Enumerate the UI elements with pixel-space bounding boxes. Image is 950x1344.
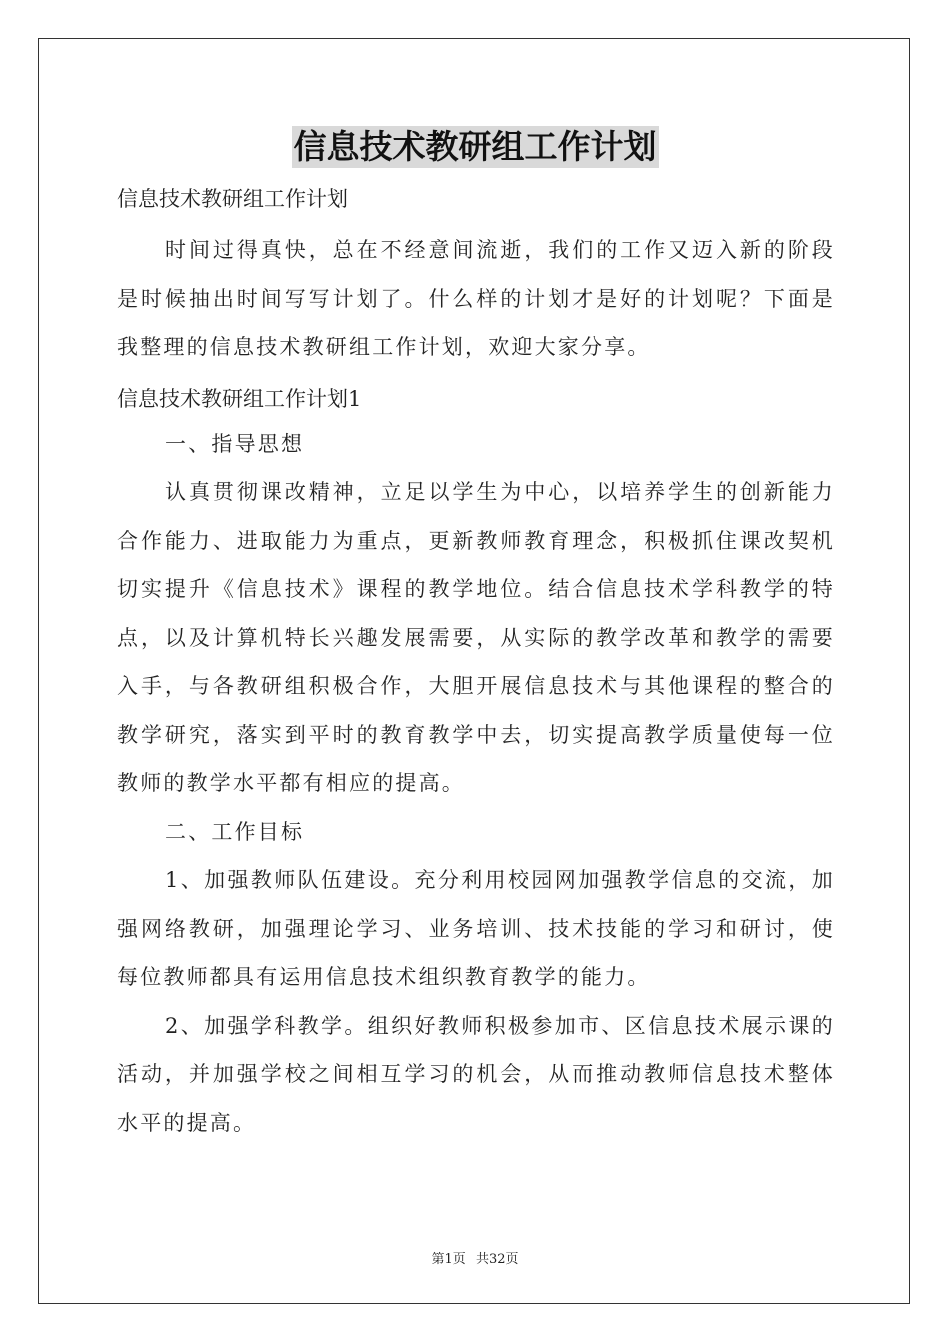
intro-paragraph: 时间过得真快，总在不经意间流逝，我们的工作又迈入新的阶段是时候抽出时间写写计划了。什么样的计划才是好的计划呢？下面是我整理的信息技术教研组工作计划，欢迎大家分享。: [117, 238, 835, 359]
title-area: [0, 126, 950, 168]
section-title: 信息技术教研组工作计划1: [117, 386, 362, 411]
paragraph-guiding-ideology: 认真贯彻课改精神，立足以学生为中心，以培养学生的创新能力合作能力、进取能力为重点，更新教师教育理念，积极抓住课改契机切实提升《信息技术》课程的教学地位。结合信息技术学科教学的特点，以及计算机特长兴趣发展需要，从实际的教学改革和教学的需要入手，与各教研组积极合作，大胆开展信息技术与其他课程的整合的教学研究，落实到平时的教育教学中去，切实提高教学质量使每一位教师的教学水平都有相应的提高。: [117, 480, 835, 795]
page-number: 第1页: [431, 1252, 466, 1267]
page-footer: [0, 1248, 950, 1267]
paragraph-goal-1: 1、加强教师队伍建设。充分利用校园网加强教学信息的交流，加强网络教研，加强理论学习、业务培训、技术技能的学习和研讨，使每位教师都具有运用信息技术组织教育教学的能力。: [117, 868, 835, 989]
heading-guiding-ideology: 一、指导思想: [165, 431, 305, 456]
document-title: 信息技术教研组工作计划: [293, 127, 657, 166]
paragraph-goal-2: 2、加强学科教学。组织好教师积极参加市、区信息技术展示课的活动，并加强学校之间相互学习的机会，从而推动教师信息技术整体水平的提高。: [117, 1013, 835, 1135]
document-body: [117, 178, 835, 1147]
page-total: 共32页: [475, 1252, 519, 1267]
document-subtitle: 信息技术教研组工作计划: [117, 187, 348, 211]
heading-work-goals: 二、工作目标: [165, 819, 305, 844]
